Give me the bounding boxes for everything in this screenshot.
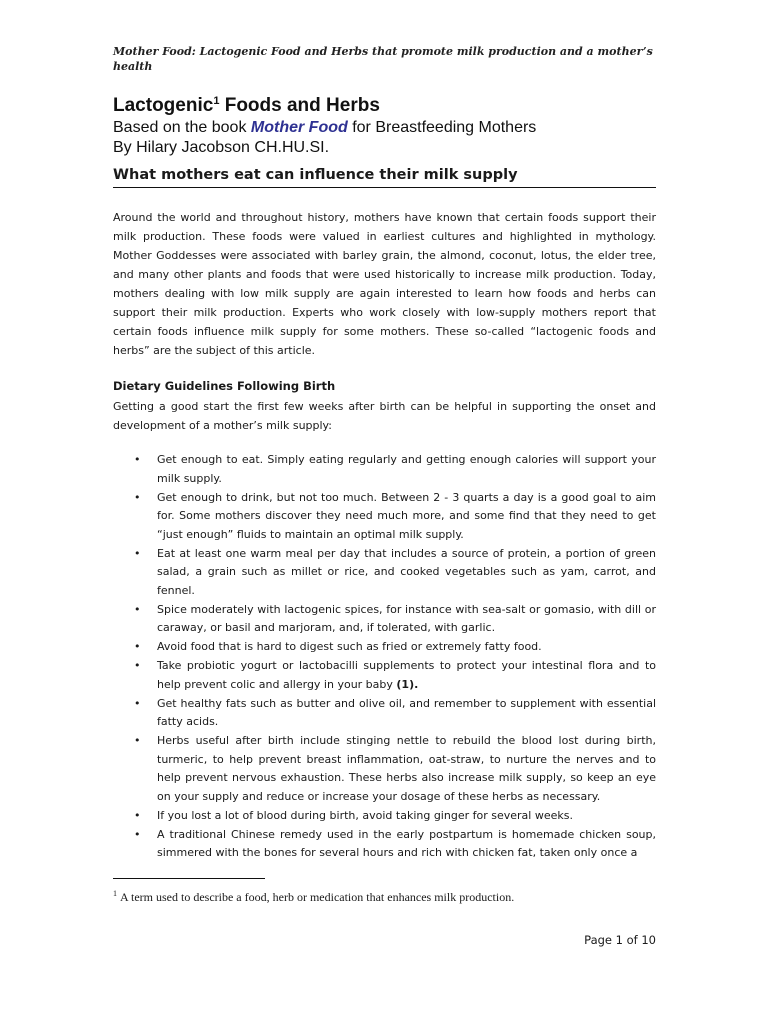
- based-on-line: [113, 118, 673, 137]
- book-title: Mother Food: [250, 119, 348, 136]
- bullet-icon: •: [134, 546, 141, 560]
- list-item: [113, 826, 656, 863]
- intro-paragraph: Around the world and throughout history, mothers have known that certain foods support their milk production. These foods were valued in earliest cultures and highlighted in mythology. Mother Goddesses were associated with barley grain, the almond, coconut, lotus, the elder tree, and many other plants and foods that were used historically to increase milk production. Today, mothers dealing with low milk supply are again interested to learn how foods and herbs can support their milk production. Experts who work closely with low-supply mothers report that certain foods influence milk supply for some mothers. These so-called “lactogenic foods and herbs” are the subject of this article.: [113, 211, 656, 357]
- bullet-icon: •: [134, 659, 141, 672]
- list-item: [113, 601, 656, 638]
- citation-ref: (1).: [396, 677, 419, 691]
- list-item-text: Eat at least one warm meal per day that includes a source of protein, a portion of green salad, a grain such as millet or rice, and cooked vegetables such as yam, carrot, and fennel.: [157, 546, 656, 597]
- bullet-icon: •: [134, 734, 141, 747]
- bullet-icon: •: [134, 640, 141, 653]
- list-item-text: Get enough to eat. Simply eating regularly and getting enough calories will support your milk supply.: [157, 453, 656, 485]
- footnote-divider: [113, 878, 265, 879]
- bullet-icon: •: [134, 827, 141, 841]
- list-item: [113, 657, 656, 694]
- list-item-text: Get enough to drink, but not too much. Between 2 - 3 quarts a day is a good goal to aim for. Some mothers discover they need much more, and some find that they need to get “just enough” fluids to maintain an optimal milk supply.: [157, 490, 656, 541]
- bullet-icon: •: [134, 808, 141, 822]
- list-item: [113, 545, 656, 601]
- title-block: [113, 90, 673, 157]
- list-item-text: Avoid food that is hard to digest such as fried or extremely fatty food.: [157, 640, 542, 653]
- based-on-prefix: Based on the book: [113, 119, 251, 136]
- list-item: [113, 695, 656, 732]
- dietary-guidelines-heading: Dietary Guidelines Following Birth: [113, 379, 336, 393]
- list-item-text: Get healthy fats such as butter and olive oil, and remember to supplement with essential fatty acids.: [157, 696, 656, 728]
- list-item-text: A traditional Chinese remedy used in the early postpartum is homemade chicken soup, simmered with the bones for several hours and rich with chicken fat, taken only once a: [157, 827, 656, 859]
- dietary-guidelines-list: [113, 451, 656, 863]
- list-item-text: If you lost a lot of blood during birth, avoid taking ginger for several weeks.: [157, 808, 573, 822]
- footnote-marker: 1: [113, 889, 117, 898]
- list-item: [113, 732, 656, 806]
- footnote-ref-marker[interactable]: 1: [213, 95, 220, 107]
- list-item-text: Take probiotic yogurt or lactobacilli supplements to protect your intestinal flora and to help prevent colic and allergy in your baby: [157, 659, 656, 691]
- title-rest: Foods and Herbs: [219, 95, 380, 116]
- bullet-icon: •: [134, 490, 141, 504]
- list-item: [113, 638, 656, 657]
- running-header: Mother Food: Lactogenic Food and Herbs that promote milk production and a mother’s health: [113, 45, 653, 73]
- bullet-icon: •: [134, 602, 141, 616]
- title-word: Lactogenic: [113, 95, 214, 116]
- list-item-text: Herbs useful after birth include stinging nettle to rebuild the blood lost during birth, turmeric, to help prevent breast inflammation, oat-straw, to nurture the nerves and to help prevent nervous exhaustion. These herbs also increase milk supply, so keep an eye on your supply and reduce or increase your dosage of these herbs as necessary.: [157, 734, 656, 803]
- list-item: [113, 807, 656, 826]
- document-title: [113, 90, 673, 117]
- bullet-icon: •: [134, 453, 141, 466]
- list-item: [113, 451, 656, 488]
- page-number: Page 1 of 10: [584, 933, 656, 947]
- based-on-suffix: for Breastfeeding Mothers: [347, 119, 537, 136]
- bullet-icon: •: [134, 696, 141, 710]
- footnote-text: A term used to describe a food, herb or medication that enhances milk production.: [120, 890, 515, 904]
- footnote: [113, 886, 656, 905]
- dietary-guidelines-intro: Getting a good start the first few weeks after birth can be helpful in supporting the onset and development of a mother’s milk supply:: [113, 400, 656, 432]
- author-line: By Hilary Jacobson CH.HU.SI.: [113, 139, 330, 156]
- section-heading: What mothers eat can influence their milk supply: [113, 165, 656, 188]
- list-item-text: Spice moderately with lactogenic spices, for instance with sea-salt or gomasio, with dill or caraway, or basil and marjoram, and, if tolerated, with garlic.: [157, 602, 656, 634]
- list-item: [113, 489, 656, 545]
